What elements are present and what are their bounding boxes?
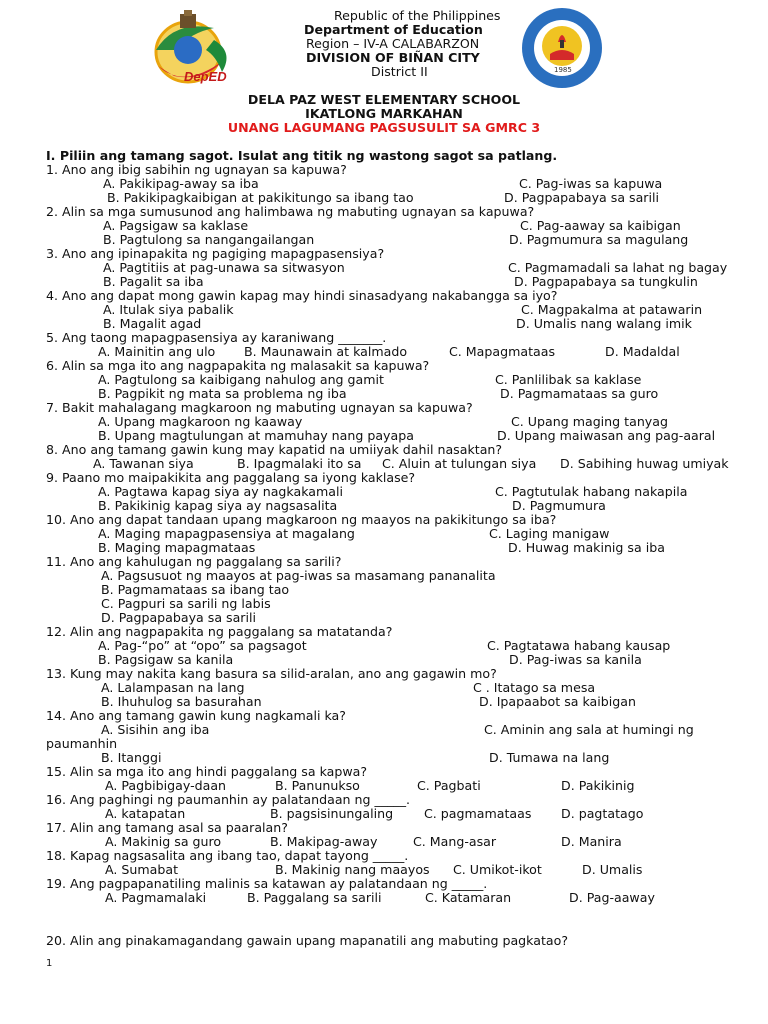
choice-c: C. Umikot-ikot bbox=[453, 862, 542, 877]
choice-d: D. Pagmumura bbox=[512, 498, 606, 513]
choice-d: D. Pagmamataas sa guro bbox=[500, 386, 659, 401]
instructions: I. Piliin ang tamang sagot. Isulat ang titik ng wastong sagot sa patlang. bbox=[46, 148, 558, 163]
choice-d: D. Pagmumura sa magulang bbox=[509, 232, 689, 247]
choice-a: A. Pagtulong sa kaibigang nahulog ang gamit bbox=[98, 372, 384, 387]
question-text: 18. Kapag nagsasalita ang ibang tao, dapat tayong _____. bbox=[46, 848, 409, 863]
choice-d: D. pagtatago bbox=[561, 806, 644, 821]
choice-a: A. katapatan bbox=[105, 806, 186, 821]
choice-b: B. Pagtulong sa nangangailangan bbox=[103, 232, 315, 247]
choice-d: D. Huwag makinig sa iba bbox=[508, 540, 665, 555]
choice-d: D. Pag-iwas sa kanila bbox=[509, 652, 642, 667]
choice-c: C. Magpakalma at patawarin bbox=[521, 302, 703, 317]
question-text: 8. Ano ang tamang gawin kung may kapatid na umiiyak dahil nasaktan? bbox=[46, 442, 503, 457]
choice-a: A. Upang magkaroon ng kaaway bbox=[98, 414, 303, 429]
choice-c: C. Pag-iwas sa kapuwa bbox=[519, 176, 663, 191]
choice-c: C. Pagtatawa habang kausap bbox=[487, 638, 671, 653]
header-division: DIVISION OF BIÑAN CITY bbox=[306, 50, 480, 65]
choice-b: B. Ihuhulog sa basurahan bbox=[101, 694, 262, 709]
question-text: 6. Alin sa mga ito ang nagpapakita ng malasakit sa kapuwa? bbox=[46, 358, 430, 373]
choice-b: B. Maunawain at kalmado bbox=[244, 344, 408, 359]
choice-c: C. Aminin ang sala at humingi ng bbox=[484, 722, 694, 737]
choice-c: C. Mapagmataas bbox=[449, 344, 556, 359]
choice-a: A. Sumabat bbox=[105, 862, 179, 877]
choice-d: D. Pagpapabaya sa sarili bbox=[101, 610, 256, 625]
choice-d: D. Tumawa na lang bbox=[489, 750, 610, 765]
question-text: 12. Alin ang nagpapakita ng paggalang sa matatanda? bbox=[46, 624, 393, 639]
choice-d: D. Manira bbox=[561, 834, 622, 849]
question-text: 16. Ang paghingi ng paumanhin ay palatandaan ng _____. bbox=[46, 792, 411, 807]
choice-c: C. Panlilibak sa kaklase bbox=[495, 372, 642, 387]
choice-c: C. Pagpuri sa sarili ng labis bbox=[101, 596, 271, 611]
choice-d: D. Pakikinig bbox=[561, 778, 635, 793]
choice-b: B. Makipag-away bbox=[270, 834, 378, 849]
choice-c: C. Upang maging tanyag bbox=[511, 414, 668, 429]
school-name: DELA PAZ WEST ELEMENTARY SCHOOL bbox=[247, 92, 521, 107]
question-text: 3. Ano ang ipinapakita ng pagiging mapagpasensiya? bbox=[46, 246, 385, 261]
choice-c: C. Katamaran bbox=[425, 890, 512, 905]
choice-c: C. Mang-asar bbox=[413, 834, 497, 849]
school-seal-logo bbox=[520, 6, 604, 90]
choice-d: D. Umalis bbox=[582, 862, 643, 877]
choice-d: D. Upang maiwasan ang pag-aaral bbox=[497, 428, 716, 443]
question-text: 11. Ano ang kahulugan ng paggalang sa sarili? bbox=[46, 554, 342, 569]
choice-b: B. Pagmamataas sa ibang tao bbox=[101, 582, 290, 597]
school-seal-year: 1985 bbox=[554, 66, 572, 74]
choice-a: A. Pagtawa kapag siya ay nagkakamali bbox=[98, 484, 343, 499]
question-text: 15. Alin sa mga ito ang hindi paggalang sa kapwa? bbox=[46, 764, 368, 779]
choice-a: A. Pagmamalaki bbox=[105, 890, 207, 905]
choice-a: A. Tawanan siya bbox=[93, 456, 194, 471]
choice-c: C . Itatago sa mesa bbox=[473, 680, 596, 695]
question-text: 1. Ano ang ibig sabihin ng ugnayan sa kapuwa? bbox=[46, 162, 347, 177]
question-text: 20. Alin ang pinakamagandang gawain upang mapanatili ang mabuting pagkatao? bbox=[46, 933, 569, 948]
quarter-title: IKATLONG MARKAHAN bbox=[305, 106, 463, 121]
question-text: 13. Kung may nakita kang basura sa silid-aralan, ano ang gagawin mo? bbox=[46, 666, 497, 681]
choice-c-continued: paumanhin bbox=[46, 736, 118, 751]
choice-c: C. pagmamataas bbox=[424, 806, 532, 821]
choice-a: A. Pagbibigay-daan bbox=[105, 778, 227, 793]
question-text: 10. Ano ang dapat tandaan upang magkaroon ng maayos na pakikitungo sa iba? bbox=[46, 512, 557, 527]
choice-d: D. Pagpapabaya sa sarili bbox=[504, 190, 659, 205]
choice-d: D. Madaldal bbox=[605, 344, 680, 359]
choice-a: A. Pag-“po” at “opo” sa pagsagot bbox=[98, 638, 307, 653]
choice-b: B. Pakikinig kapag siya ay nagsasalita bbox=[98, 498, 338, 513]
choice-a: A. Maging mapagpasensiya at magalang bbox=[98, 526, 355, 541]
choice-b: B. Panunukso bbox=[275, 778, 360, 793]
choice-b: B. pagsisinungaling bbox=[270, 806, 394, 821]
choice-d: D. Pagpapabaya sa tungkulin bbox=[514, 274, 698, 289]
choice-c: C. Pagtutulak habang nakapila bbox=[495, 484, 688, 499]
choice-d: D. Pag-aaway bbox=[569, 890, 655, 905]
deped-logo bbox=[144, 10, 240, 88]
deped-logo-text: DepED bbox=[184, 69, 227, 84]
choice-d: D. Umalis nang walang imik bbox=[516, 316, 692, 331]
choice-b: B. Pagalit sa iba bbox=[103, 274, 204, 289]
choice-b: B. Upang magtulungan at mamuhay nang payapa bbox=[98, 428, 414, 443]
choice-a: A. Makinig sa guro bbox=[105, 834, 222, 849]
header-region: Region – IV-A CALABARZON bbox=[306, 36, 480, 51]
header-district: District II bbox=[371, 64, 428, 79]
question-text: 19. Ang pagpapanatiling malinis sa katawan ay palatandaan ng _____. bbox=[46, 876, 488, 891]
choice-c: C. Pagmamadali sa lahat ng bagay bbox=[508, 260, 728, 275]
choice-a: A. Itulak siya pabalik bbox=[103, 302, 234, 317]
question-text: 4. Ano ang dapat mong gawin kapag may hindi sinasadyang nakabangga sa iyo? bbox=[46, 288, 558, 303]
choice-b: B. Pakikipagkaibigan at pakikitungo sa ibang tao bbox=[107, 190, 414, 205]
choice-a: A. Pagtitiis at pag-unawa sa sitwasyon bbox=[103, 260, 345, 275]
choice-a: A. Mainitin ang ulo bbox=[98, 344, 216, 359]
choice-a: A. Lalampasan na lang bbox=[101, 680, 245, 695]
choice-b: B. Paggalang sa sarili bbox=[247, 890, 382, 905]
header-department: Department of Education bbox=[304, 22, 483, 37]
choice-a: A. Pagsigaw sa kaklase bbox=[103, 218, 249, 233]
question-text: 17. Alin ang tamang asal sa paaralan? bbox=[46, 820, 288, 835]
choice-b: B. Maging mapagmataas bbox=[98, 540, 256, 555]
choice-b: B. Makinig nang maayos bbox=[275, 862, 430, 877]
choice-b: B. Magalit agad bbox=[103, 316, 202, 331]
question-text: 14. Ano ang tamang gawin kung nagkamali ka? bbox=[46, 708, 346, 723]
choice-c: C. Pagbati bbox=[417, 778, 481, 793]
choice-b: B. Pagpikit ng mata sa problema ng iba bbox=[98, 386, 347, 401]
choice-a: A. Sisihin ang iba bbox=[101, 722, 210, 737]
choice-c: C. Laging manigaw bbox=[489, 526, 610, 541]
question-text: 5. Ang taong mapagpasensiya ay karaniwang _______. bbox=[46, 330, 387, 345]
question-text: 7. Bakit mahalagang magkaroon ng mabuting ugnayan sa kapuwa? bbox=[46, 400, 473, 415]
exam-title: UNANG LAGUMANG PAGSUSULIT SA GMRC 3 bbox=[227, 120, 541, 135]
question-text: 2. Alin sa mga sumusunod ang halimbawa ng mabuting ugnayan sa kapuwa? bbox=[46, 204, 535, 219]
choice-d: D. Sabihing huwag umiyak bbox=[560, 456, 729, 471]
choice-d: D. Ipapaabot sa kaibigan bbox=[479, 694, 636, 709]
choice-b: B. Pagsigaw sa kanila bbox=[98, 652, 234, 667]
header-republic: Republic of the Philippines bbox=[334, 8, 501, 23]
choice-b: B. Itanggi bbox=[101, 750, 162, 765]
choice-c: C. Pag-aaway sa kaibigan bbox=[520, 218, 681, 233]
choice-c: C. Aluin at tulungan siya bbox=[382, 456, 537, 471]
choice-b: B. Ipagmalaki ito sa bbox=[237, 456, 362, 471]
choice-a: A. Pakikipag-away sa iba bbox=[103, 176, 259, 191]
choice-a: A. Pagsusuot ng maayos at pag-iwas sa masamang pananalita bbox=[101, 568, 496, 583]
question-text: 9. Paano mo maipakikita ang paggalang sa iyong kaklase? bbox=[46, 470, 416, 485]
page-number: 1 bbox=[46, 958, 53, 969]
